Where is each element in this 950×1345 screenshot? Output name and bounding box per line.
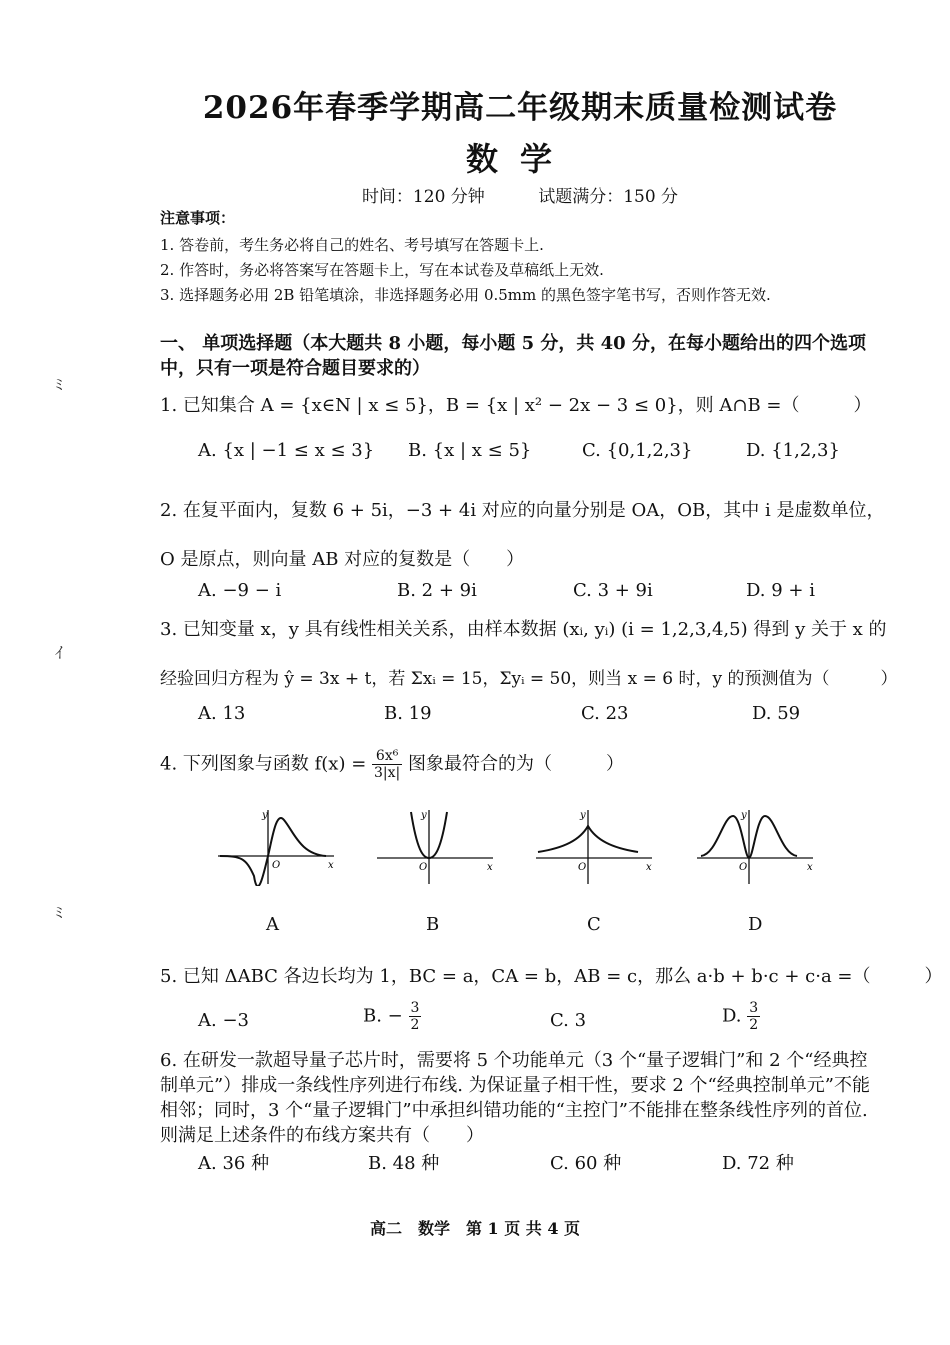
fraction-numerator: 6x⁶ xyxy=(372,748,402,765)
question-4-stem xyxy=(160,748,624,781)
graph-label-a: A xyxy=(266,914,279,935)
question-2-stem: O 是原点，则向量 AB 对应的复数是（ ） xyxy=(160,549,525,570)
q3-option-a: A. 13 xyxy=(198,703,246,724)
q2-option-a: A. −9 − i xyxy=(198,580,282,601)
origin-label: O xyxy=(272,860,281,871)
q6-option-a: A. 36 种 xyxy=(198,1153,270,1174)
note-item: 1. 答卷前，考生务必将自己的姓名、考号填写在答题卡上. xyxy=(160,236,544,254)
fraction-denominator: 2 xyxy=(410,1017,420,1033)
axis-x-label: x xyxy=(487,862,493,873)
exam-time: 时间：120 分钟 xyxy=(361,187,485,207)
q4-stem-a: 4. 下列图象与函数 f(x) = xyxy=(160,753,367,775)
q5-option-d-fraction xyxy=(747,1000,760,1033)
q5-option-c: C. 3 xyxy=(550,1010,587,1031)
q1-option-c: C. {0,1,2,3} xyxy=(582,440,693,461)
question-5-stem: 5. 已知 ΔABC 各边长均为 1，BC = a，CA = b，AB = c，那么 a·b + b·c + c·a =（ ） xyxy=(160,966,943,987)
axis-x-label: x xyxy=(646,862,652,873)
section-heading: 一、 单项选择题（本大题共 8 小题，每小题 5 分，共 40 分，在每小题给出的四个选项中，只有一项是符合题目要求的） xyxy=(160,333,866,379)
q5-option-b-fraction xyxy=(409,1000,422,1033)
graph-a xyxy=(216,806,338,886)
origin-label: O xyxy=(578,862,587,873)
exam-info xyxy=(0,182,950,207)
margin-mark: ﾐ xyxy=(55,375,64,394)
q5-option-d xyxy=(722,1000,760,1033)
fraction-denominator: 3|x| xyxy=(374,765,401,781)
question-6-stem: 6. 在研发一款超导量子芯片时，需要将 5 个功能单元（3 个“量子逻辑门”和 2 个“经典控制单元”）排成一条线性序列进行布线. 为保证量子相干性，要求 2 个“经典控制单元”不能相邻；同时，3 个“量子逻辑门”中承担纠错功能的“主控门”不能排在整条线性序列的首位. 则满足上述条件的布线方案共有（ ） xyxy=(160,1050,870,1146)
q1-option-d: D. {1,2,3} xyxy=(746,440,840,461)
note-item: 2. 作答时，务必将答案写在答题卡上，写在本试卷及草稿纸上无效. xyxy=(160,261,604,279)
q6-option-b: B. 48 种 xyxy=(368,1153,440,1174)
q2-option-b: B. 2 + 9i xyxy=(397,580,477,601)
exam-score: 试题满分：150 分 xyxy=(538,187,679,207)
graph-b xyxy=(375,806,497,886)
exam-title: 2026年春季学期高二年级期末质量检测试卷 xyxy=(202,90,838,126)
q5-option-d-label: D. xyxy=(722,1005,748,1027)
fraction-denominator: 2 xyxy=(749,1017,759,1033)
notes-heading: 注意事项： xyxy=(160,209,236,227)
q6-option-d: D. 72 种 xyxy=(722,1153,794,1174)
axis-x-label: x xyxy=(807,862,813,873)
fraction-numerator: 3 xyxy=(749,1000,759,1016)
q1-option-b: B. {x | x ≤ 5} xyxy=(408,440,532,461)
q5-option-b xyxy=(363,1000,421,1033)
q5-option-b-label: B. − xyxy=(363,1005,403,1027)
q5-option-a: A. −3 xyxy=(198,1010,249,1031)
axis-y-label: y xyxy=(741,810,747,821)
q3-option-d: D. 59 xyxy=(752,703,801,724)
graph-c xyxy=(534,806,656,886)
question-2-stem: 2. 在复平面内，复数 6 + 5i，−3 + 4i 对应的向量分别是 OA，OB，其中 i 是虚数单位， xyxy=(160,500,885,521)
q2-option-c: C. 3 + 9i xyxy=(573,580,653,601)
note-item: 3. 选择题务必用 2B 铅笔填涂，非选择题务必用 0.5mm 的黑色签字笔书写，否则作答无效. xyxy=(160,286,771,304)
question-3-stem: 3. 已知变量 x，y 具有线性相关关系，由样本数据 (xᵢ, yᵢ) (i = 1,2,3,4,5) 得到 y 关于 x 的 xyxy=(160,619,887,640)
q1-option-a: A. {x | −1 ≤ x ≤ 3} xyxy=(198,440,375,461)
margin-mark: ｲ xyxy=(55,643,64,662)
q4-stem-b: 图象最符合的为（ ） xyxy=(408,753,624,775)
fraction-numerator: 3 xyxy=(410,1000,420,1016)
q6-option-c: C. 60 种 xyxy=(550,1153,622,1174)
graph-label-b: B xyxy=(426,914,440,935)
question-3-stem: 经验回归方程为 ŷ = 3x + t，若 Σxᵢ = 15，Σyᵢ = 50，则当 x = 6 时，y 的预测值为（ ） xyxy=(160,669,898,689)
origin-label: O xyxy=(419,862,428,873)
origin-label: O xyxy=(739,862,748,873)
page-footer: 高二 数学 第 1 页 共 4 页 xyxy=(369,1219,581,1238)
graph-label-d: D xyxy=(748,914,763,935)
graph-d xyxy=(695,806,817,886)
question-1-stem: 1. 已知集合 A = {x∈N | x ≤ 5}，B = {x | x² − 2x − 3 ≤ 0}，则 A∩B =（ ） xyxy=(160,395,872,416)
axis-y-label: y xyxy=(262,810,268,821)
margin-mark: ﾐ xyxy=(55,903,64,922)
subject-title: 数学 xyxy=(465,140,574,178)
q3-option-c: C. 23 xyxy=(581,703,629,724)
axis-y-label: y xyxy=(421,810,427,821)
axis-x-label: x xyxy=(328,860,334,871)
q2-option-d: D. 9 + i xyxy=(746,580,815,601)
graph-label-c: C xyxy=(587,914,601,935)
axis-y-label: y xyxy=(580,810,586,821)
q3-option-b: B. 19 xyxy=(384,703,432,724)
q4-fraction xyxy=(372,748,402,781)
